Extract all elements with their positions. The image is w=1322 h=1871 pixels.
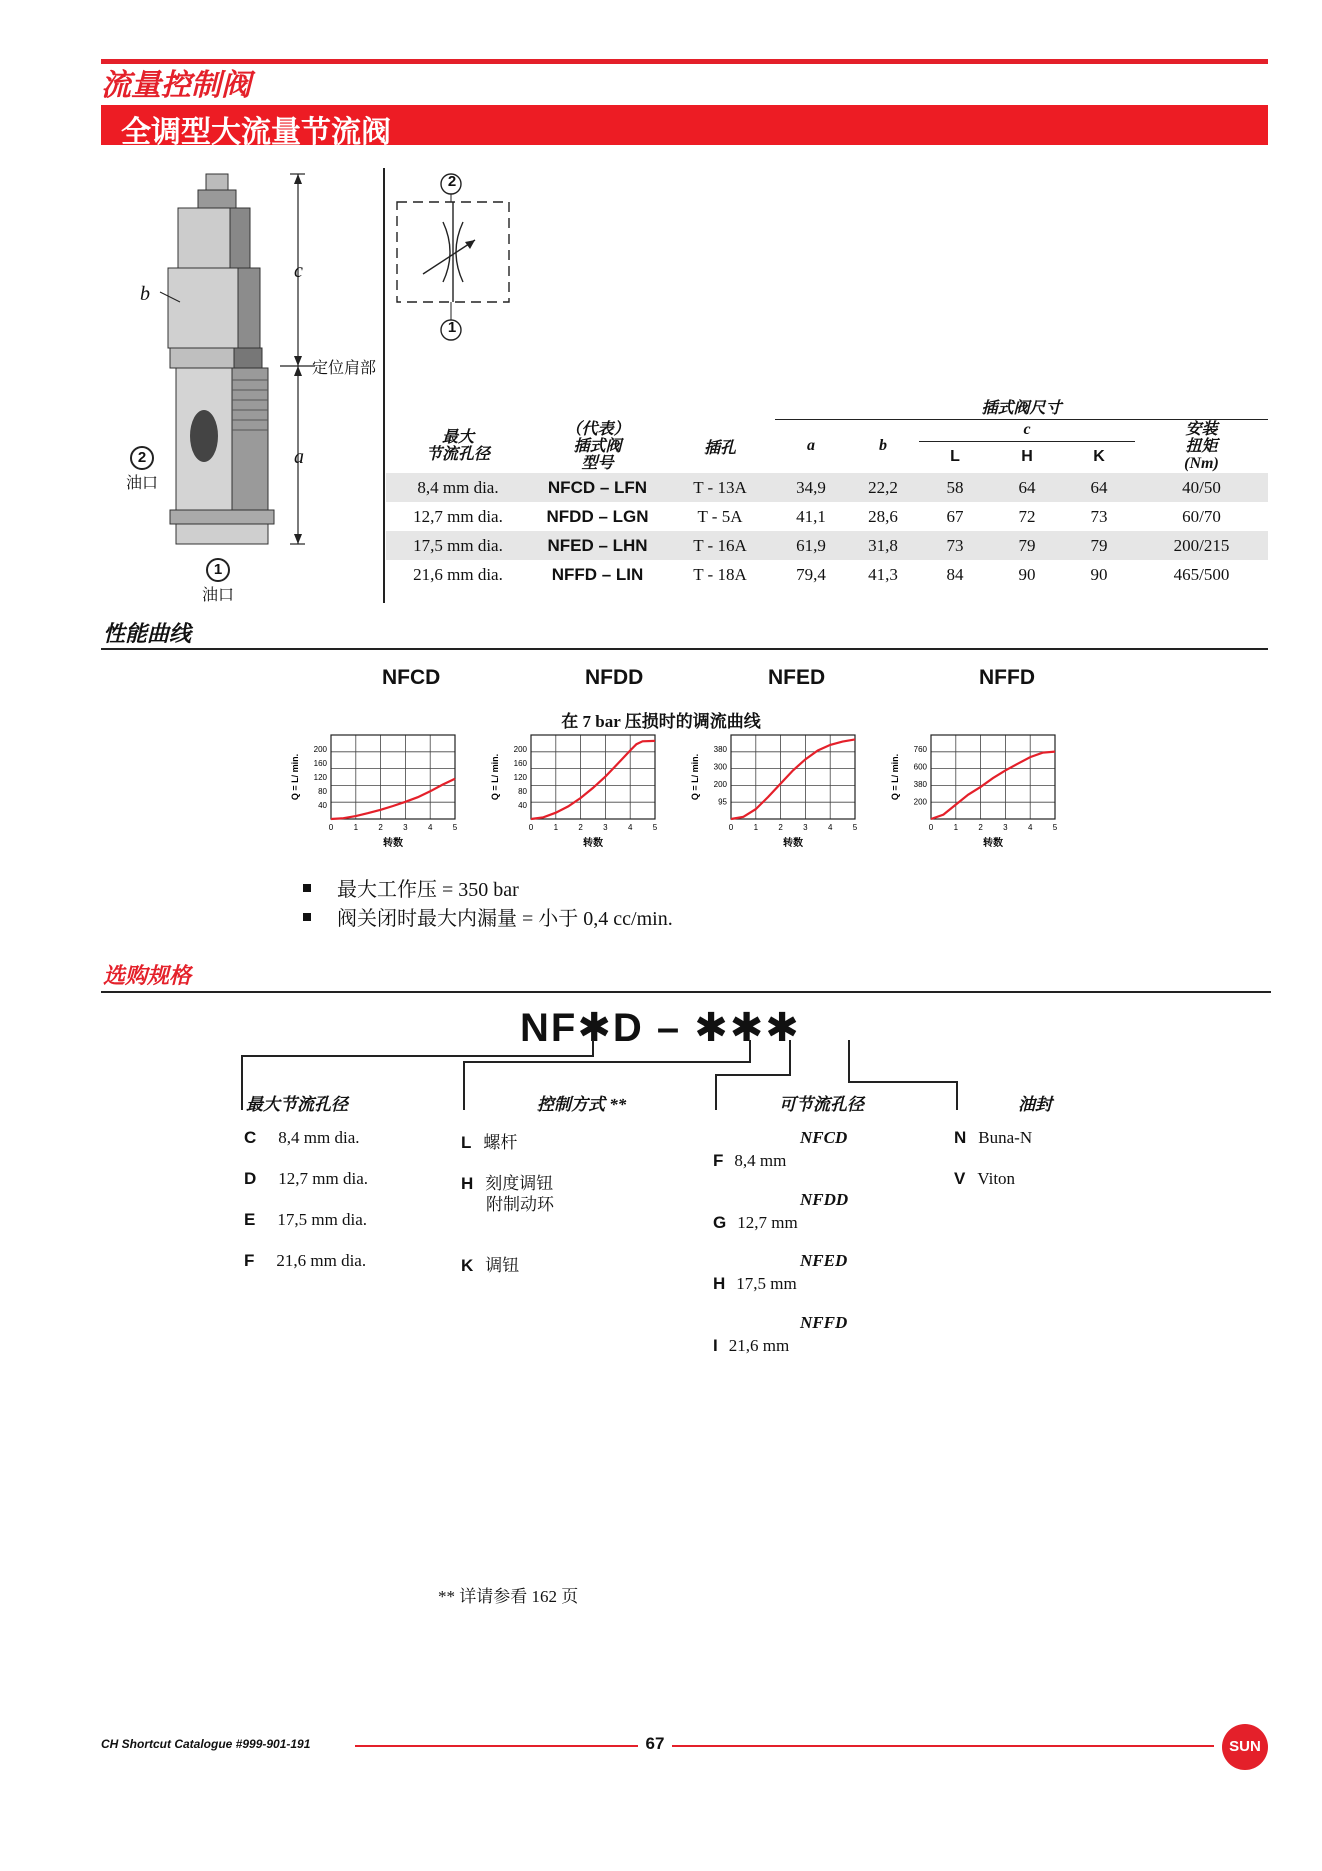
option-text: 21,6 mm dia. — [276, 1251, 367, 1270]
series-line — [331, 779, 455, 819]
sub-model-nfed: NFED — [800, 1251, 848, 1270]
y-tick-label: 600 — [913, 762, 927, 772]
option-d — [244, 1169, 368, 1189]
table-row — [386, 560, 1268, 589]
cell-model: NFDD – LGN — [546, 506, 649, 526]
x-tick-label: 5 — [452, 823, 458, 832]
option-code: F — [713, 1151, 724, 1170]
header-a: a — [807, 437, 815, 455]
option-f — [244, 1251, 366, 1271]
option-code: H — [461, 1174, 474, 1193]
x-tick-label: 4 — [627, 823, 633, 832]
ordering-code: NF✱D – ✱✱✱ — [520, 1006, 801, 1050]
option-code: F — [244, 1251, 255, 1270]
bullet-marker — [303, 913, 311, 921]
option-code: K — [461, 1256, 474, 1275]
x-tick-label: 5 — [1052, 823, 1058, 832]
chart-title-nfed: NFED — [768, 666, 826, 689]
table-row — [386, 502, 1268, 531]
chart-caption: 在 7 bar 压损时的调流曲线 — [561, 712, 761, 731]
option-text: 8,4 mm dia. — [278, 1128, 360, 1147]
y-tick-label: 160 — [513, 759, 527, 768]
x-tick-label: 0 — [928, 823, 934, 832]
specification-table — [386, 395, 1268, 589]
option-code: E — [244, 1210, 256, 1229]
x-tick-label: 0 — [328, 823, 334, 832]
dimension-c-label: c — [294, 260, 303, 282]
option-n — [954, 1128, 1032, 1148]
cell-a: 79,4 — [796, 564, 826, 584]
x-axis-label: 转数 — [783, 838, 803, 849]
bullet-item — [303, 902, 673, 931]
x-tick-label: 5 — [852, 823, 858, 832]
x-tick-label: 4 — [827, 823, 833, 832]
sun-logo: SUN — [1222, 1724, 1268, 1770]
x-tick-label: 2 — [378, 823, 383, 832]
cell-L: 67 — [946, 506, 964, 526]
header-cavity: 插孔 — [703, 439, 736, 457]
y-tick-label: 40 — [318, 801, 327, 810]
col-title-adjustable-orifice: 可节流孔径 — [779, 1095, 864, 1114]
option-text: 12,7 mm — [737, 1213, 798, 1232]
cell-cavity: T - 13A — [665, 473, 775, 502]
cell-torque: 200/215 — [1135, 531, 1268, 560]
chart-title-nffd: NFFD — [979, 666, 1035, 689]
cell-cavity: T - 18A — [693, 564, 747, 584]
cell-b: 41,3 — [868, 564, 898, 584]
x-tick-label: 3 — [603, 823, 608, 832]
option-text: 螺杆 — [483, 1133, 518, 1152]
x-tick-label: 2 — [978, 823, 983, 832]
cell-a: 34,9 — [775, 473, 847, 502]
y-tick-label: 200 — [313, 745, 327, 754]
bullet-text: 阀关闭时最大内漏量 = 小于 0,4 cc/min. — [337, 908, 673, 930]
option-text: 8,4 mm — [734, 1151, 787, 1170]
port-1-label: 油口 — [201, 587, 234, 604]
col-title-control: 控制方式 ** — [537, 1095, 627, 1114]
cell-H: 90 — [1018, 564, 1036, 584]
option-text: Buna-N — [978, 1128, 1033, 1147]
y-tick-label: 200 — [513, 745, 527, 754]
dimension-a-label: a — [294, 446, 304, 468]
y-tick-label: 40 — [518, 801, 527, 810]
footnote: ** 详请参看 162 页 — [438, 1587, 579, 1606]
option-code: N — [954, 1128, 967, 1147]
option-orifice-i — [713, 1336, 789, 1356]
y-tick-label: 80 — [318, 787, 327, 796]
header-model: （代表） 插式阀 型号 — [565, 420, 630, 472]
option-e — [244, 1210, 367, 1230]
option-text: 21,6 mm — [728, 1336, 790, 1355]
option-text: Viton — [977, 1169, 1016, 1188]
cell-K: 90 — [1090, 564, 1108, 584]
cell-orifice: 8,4 mm dia. — [386, 473, 530, 502]
chart-nfed — [686, 727, 886, 857]
y-tick-label: 760 — [913, 745, 927, 754]
x-tick-label: 4 — [1027, 823, 1033, 832]
option-code: G — [713, 1213, 727, 1232]
plot-frame — [731, 735, 855, 819]
y-axis-label: Q = L/ min. — [890, 753, 900, 801]
option-c — [244, 1128, 360, 1148]
x-tick-label: 1 — [753, 823, 759, 832]
bullet-text: 最大工作压 = 350 bar — [337, 879, 519, 901]
cell-L: 58 — [919, 473, 991, 502]
option-orifice-h — [713, 1274, 797, 1294]
cell-K: 64 — [1063, 473, 1135, 502]
cell-L: 73 — [919, 531, 991, 560]
hydraulic-symbol — [395, 172, 515, 342]
cell-model: NFFD – LIN — [551, 564, 644, 584]
x-tick-label: 5 — [652, 823, 658, 832]
x-tick-label: 1 — [353, 823, 359, 832]
header-c: c — [919, 419, 1135, 441]
header-dims-group: 插式阀尺寸 — [775, 395, 1268, 419]
cell-orifice: 17,5 mm dia. — [386, 531, 530, 560]
option-text: 调钮 — [485, 1256, 520, 1275]
sub-model-nffd: NFFD — [800, 1313, 848, 1332]
option-l — [461, 1128, 517, 1153]
drawing-divider — [383, 168, 385, 603]
cell-torque: 60/70 — [1182, 506, 1221, 526]
chart-title-nfcd: NFCD — [382, 666, 441, 689]
header-K: K — [1093, 448, 1105, 466]
footer-rule-right — [672, 1745, 1214, 1747]
top-red-rule — [101, 59, 1268, 64]
x-tick-label: 3 — [803, 823, 808, 832]
x-axis-label: 转数 — [983, 838, 1003, 849]
chart-title-nfdd: NFDD — [585, 666, 644, 689]
chart-nffd — [886, 727, 1086, 857]
cell-a: 61,9 — [775, 531, 847, 560]
x-tick-label: 0 — [728, 823, 734, 832]
header-max-orifice: 最大 节流孔径 — [425, 429, 490, 463]
header-torque: 安装 扭矩 (Nm) — [1184, 420, 1219, 472]
cell-L: 84 — [946, 564, 964, 584]
x-tick-label: 1 — [553, 823, 559, 832]
option-code: D — [244, 1169, 257, 1188]
option-code: I — [713, 1336, 718, 1355]
y-tick-label: 380 — [713, 745, 727, 754]
x-tick-label: 3 — [403, 823, 408, 832]
cell-model: NFCD – LFN — [530, 473, 665, 502]
cell-H: 79 — [991, 531, 1063, 560]
ordering-rule — [101, 991, 1271, 993]
port-1-callout — [200, 558, 236, 605]
bullet-marker — [303, 884, 311, 892]
option-orifice-f — [713, 1151, 786, 1171]
title-bar — [101, 105, 1268, 149]
footer-rule-left — [355, 1745, 638, 1747]
y-tick-label: 95 — [718, 797, 727, 807]
table-row — [386, 473, 1268, 502]
performance-rule — [101, 648, 1268, 650]
x-tick-label: 2 — [578, 823, 583, 832]
sub-model-nfcd: NFCD — [800, 1128, 848, 1147]
option-code: H — [713, 1274, 726, 1293]
y-tick-label: 120 — [313, 773, 327, 782]
y-tick-label: 80 — [518, 787, 527, 796]
chart-nfcd — [286, 727, 486, 857]
y-axis-label: Q = L/ min. — [290, 753, 300, 801]
option-h-text-2: 附制动环 — [486, 1195, 554, 1214]
x-tick-label: 3 — [1003, 823, 1008, 832]
cell-H: 64 — [991, 473, 1063, 502]
option-v — [954, 1169, 1015, 1189]
x-tick-label: 4 — [427, 823, 433, 832]
cell-cavity: T - 16A — [665, 531, 775, 560]
x-tick-label: 0 — [528, 823, 534, 832]
x-tick-label: 1 — [953, 823, 959, 832]
page-number: 67 — [645, 1734, 665, 1753]
cell-cavity: T - 5A — [697, 506, 743, 526]
option-text: 刻度调钮 — [485, 1174, 554, 1193]
y-tick-label: 160 — [313, 759, 327, 768]
port-1-number: 1 — [206, 558, 230, 582]
symbol-port-2: 2 — [447, 173, 457, 190]
symbol-port-1: 1 — [447, 319, 457, 336]
x-axis-label: 转数 — [383, 838, 403, 849]
dimension-b-label: b — [140, 283, 150, 305]
option-text: 17,5 mm — [736, 1274, 797, 1293]
header-b: b — [879, 437, 887, 455]
y-tick-label: 120 — [513, 773, 527, 782]
col-title-seals: 油封 — [1018, 1095, 1052, 1114]
header-H: H — [1021, 448, 1033, 466]
chart-nfdd — [486, 727, 686, 857]
cell-b: 28,6 — [868, 506, 898, 526]
y-tick-label: 380 — [913, 780, 927, 789]
cell-K: 79 — [1063, 531, 1135, 560]
section-title: 流量控制阀 — [101, 69, 251, 102]
sub-model-nfdd: NFDD — [800, 1190, 849, 1209]
y-tick-label: 200 — [713, 780, 727, 789]
bullet-item — [303, 873, 519, 902]
option-code: C — [244, 1128, 257, 1147]
footer-catalogue: CH Shortcut Catalogue #999-901-191 — [101, 1737, 311, 1751]
x-axis-label: 转数 — [583, 838, 603, 849]
cell-orifice: 12,7 mm dia. — [413, 506, 503, 526]
option-text: 17,5 mm dia. — [277, 1210, 368, 1229]
cell-K: 73 — [1090, 506, 1108, 526]
cell-torque: 40/50 — [1135, 473, 1268, 502]
cell-model: NFED – LHN — [530, 531, 665, 560]
y-axis-label: Q = L/ min. — [490, 753, 500, 801]
x-tick-label: 2 — [778, 823, 783, 832]
page-title: 全调型大流量节流阀 — [121, 116, 391, 149]
header-L: L — [950, 448, 960, 466]
option-code: V — [954, 1169, 966, 1188]
option-k — [461, 1251, 519, 1276]
port-2-label: 油口 — [125, 475, 158, 492]
option-text: 12,7 mm dia. — [278, 1169, 368, 1188]
option-code: L — [461, 1133, 472, 1152]
cell-H: 72 — [1018, 506, 1036, 526]
y-axis-label: Q = L/ min. — [690, 753, 700, 801]
table-row — [386, 531, 1268, 560]
col-title-max-orifice: 最大节流孔径 — [246, 1095, 348, 1114]
cell-b: 31,8 — [847, 531, 919, 560]
cell-orifice: 21,6 mm dia. — [413, 564, 503, 584]
port-2-callout — [124, 446, 160, 493]
cell-torque: 465/500 — [1173, 564, 1230, 584]
cell-a: 41,1 — [796, 506, 826, 526]
port-2-number: 2 — [130, 446, 154, 470]
plot-frame — [531, 735, 655, 819]
performance-heading: 性能曲线 — [103, 621, 192, 646]
y-tick-label: 300 — [713, 762, 727, 772]
shoulder-label: 定位肩部 — [312, 360, 377, 377]
y-tick-label: 200 — [913, 797, 927, 807]
ordering-heading: 选购规格 — [103, 963, 192, 988]
cell-b: 22,2 — [847, 473, 919, 502]
series-line — [731, 739, 855, 819]
series-line — [531, 741, 655, 819]
option-orifice-g — [713, 1213, 798, 1233]
